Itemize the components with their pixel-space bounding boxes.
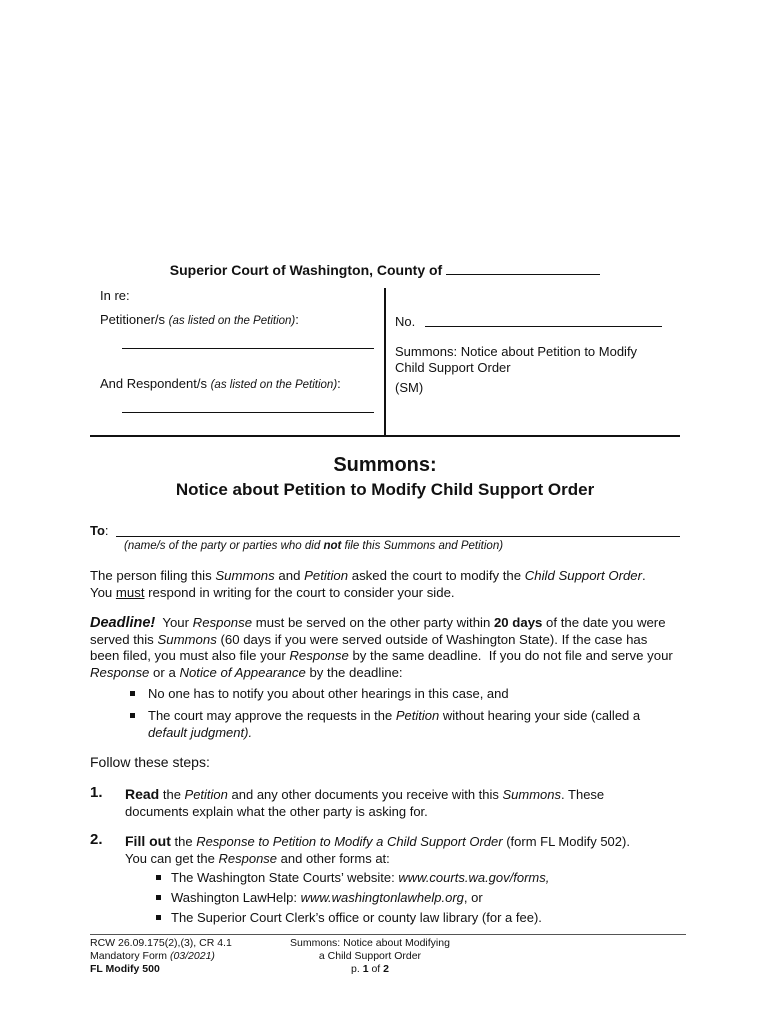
bullet2-t2: without hearing your side (called a [439,708,641,723]
step1-line2: documents explain what the other party is asking for. [125,803,428,819]
deadline-bullet-2 [148,708,678,741]
bullet2-i1: Petition [395,708,440,723]
respondent-colon: : [337,376,341,391]
footer-form-type [90,950,232,963]
sub1-t: The Washington State Courts’ website: [171,870,399,885]
intro-t6: respond in writing for the court to consider your side. [144,584,455,600]
deadline-t7: by the deadline: [305,664,403,680]
footer-left [90,937,232,976]
step2-l2-i1: Response [218,850,278,866]
bullet-square-icon [156,895,161,900]
petitioner-name-line [122,348,374,349]
to-name-line [116,536,680,537]
deadline-i3: Response [289,648,349,663]
step-2-number: 2. [90,831,103,848]
court-label: Superior Court of Washington, County of [169,262,443,278]
intro-i1: Summons [215,568,275,583]
to-note-pre: (name/s of the party or parties who did [124,540,324,552]
in-re-label: In re: [100,288,130,303]
petitioner-label: Petitioner/s [100,312,166,327]
intro-t3: asked the court to modify the [348,568,525,583]
forms-source-1 [171,870,549,887]
intro-paragraph [90,568,680,601]
respondent-label: And Respondent/s [100,376,207,391]
deadline-paragraph [90,615,678,681]
case-number-label: No. [395,314,416,329]
page-total: 2 [383,963,389,975]
petitioner-label-row [100,312,299,327]
forms-source-2 [171,890,483,907]
bullet2-t1: The court may approve the requests in the [148,708,396,723]
document-subtitle: Notice about Petition to Modify Child Support Order [175,480,595,499]
respondent-note: (as listed on the Petition) [210,379,338,391]
footer-page-number [270,963,470,976]
intro-t5: You [90,584,116,600]
case-title-line2: Child Support Order [395,360,511,375]
bullet-square-icon [130,713,135,718]
to-note-bold: not [323,540,342,552]
page-prefix: p. [351,963,363,975]
page-of: of [368,963,384,975]
to-label: To [90,523,105,538]
deadline-bullet-1: No one has to notify you about other hearings in this case, and [148,686,509,701]
step1-i1: Petition [184,787,228,802]
deadline-20-days: 20 days [493,615,543,630]
case-title-line1: Summons: Notice about Petition to Modify [395,344,638,359]
step1-i2: Summons [502,787,562,802]
case-title [395,344,637,376]
bullet2-i2: default judgment). [148,724,253,740]
to-note-post: file this Summons and Petition) [341,540,504,552]
deadline-label: Deadline! [90,615,156,631]
footer-statute: RCW 26.09.175(2),(3), CR 4.1 [90,937,232,949]
footer-rule [90,934,686,935]
deadline-i5: Notice of Appearance [179,664,306,680]
intro-t4: . [642,568,646,583]
step1-read: Read [125,786,160,802]
intro-i2: Petition [304,568,349,583]
case-code: (SM) [395,380,424,395]
deadline-i1: Response [192,615,253,630]
bullet-square-icon [156,875,161,880]
page-current: 1 [362,963,369,975]
caption-divider [384,288,386,436]
respondent-name-line [122,412,374,413]
deadline-t1: Your [155,615,193,630]
step-1-number: 1. [90,784,103,801]
step2-t1: the [170,834,197,849]
courts-website-link[interactable]: www.courts.wa.gov/forms, [398,870,550,885]
step2-l2-t2: and other forms at: [277,850,390,866]
step1-t2: and any other documents you receive with this [227,787,503,802]
footer-form-date: (03/2021) [169,950,215,962]
petitioner-note: (as listed on the Petition) [168,315,296,327]
intro-t2: and [274,568,305,583]
footer-form-type-label: Mandatory Form [90,950,170,962]
footer-form-id: FL Modify 500 [90,963,160,975]
court-heading [0,262,770,278]
deadline-t2: must be served on the other party within [252,615,494,630]
deadline-i2: Summons [157,631,217,647]
step2-i1: Response to Petition to Modify a Child Support Order [196,834,503,849]
intro-must: must [115,584,145,600]
footer-center [270,937,470,976]
step-1-text [125,786,685,820]
step-2-text [125,833,685,867]
petitioner-colon: : [295,312,299,327]
step2-t2: (form FL Modify 502). [502,834,630,849]
step1-t1: the [159,787,185,802]
caption-bottom-rule [90,435,680,437]
document-title: Summons: [333,454,437,476]
lawhelp-website-link[interactable]: www.washingtonlawhelp.org [300,890,464,905]
sub2-t: Washington LawHelp: [171,890,301,905]
footer-title-1: Summons: Notice about Modifying [290,937,450,949]
sub2-t2: , or [463,890,483,905]
county-blank [446,262,600,275]
to-label-row [90,523,109,538]
deadline-t3: of the date you were served this [90,615,666,647]
deadline-t6: or a [149,664,180,680]
deadline-i4: Response [90,664,150,680]
forms-source-3: The Superior Court Clerk’s office or county law library (for a fee). [171,910,542,925]
steps-heading: Follow these steps: [90,754,210,770]
step1-t3: . These [561,787,605,802]
footer-title-2: a Child Support Order [318,950,422,962]
intro-t1: The person filing this [90,568,216,583]
to-note [124,540,503,552]
deadline-t4: (60 days if you were served outside of Washington State). If the case has been filed, you must also file your [90,631,648,663]
step2-fill-out: Fill out [125,833,171,849]
bullet-square-icon [130,691,135,696]
intro-i3: Child Support Order [524,568,643,583]
step2-l2-t1: You can get the [125,850,219,866]
case-number-line [425,326,662,327]
respondent-label-row [100,376,341,391]
bullet-square-icon [156,915,161,920]
to-colon: : [104,523,109,538]
deadline-t5: by the same deadline. If you do not file and serve your [348,648,677,663]
